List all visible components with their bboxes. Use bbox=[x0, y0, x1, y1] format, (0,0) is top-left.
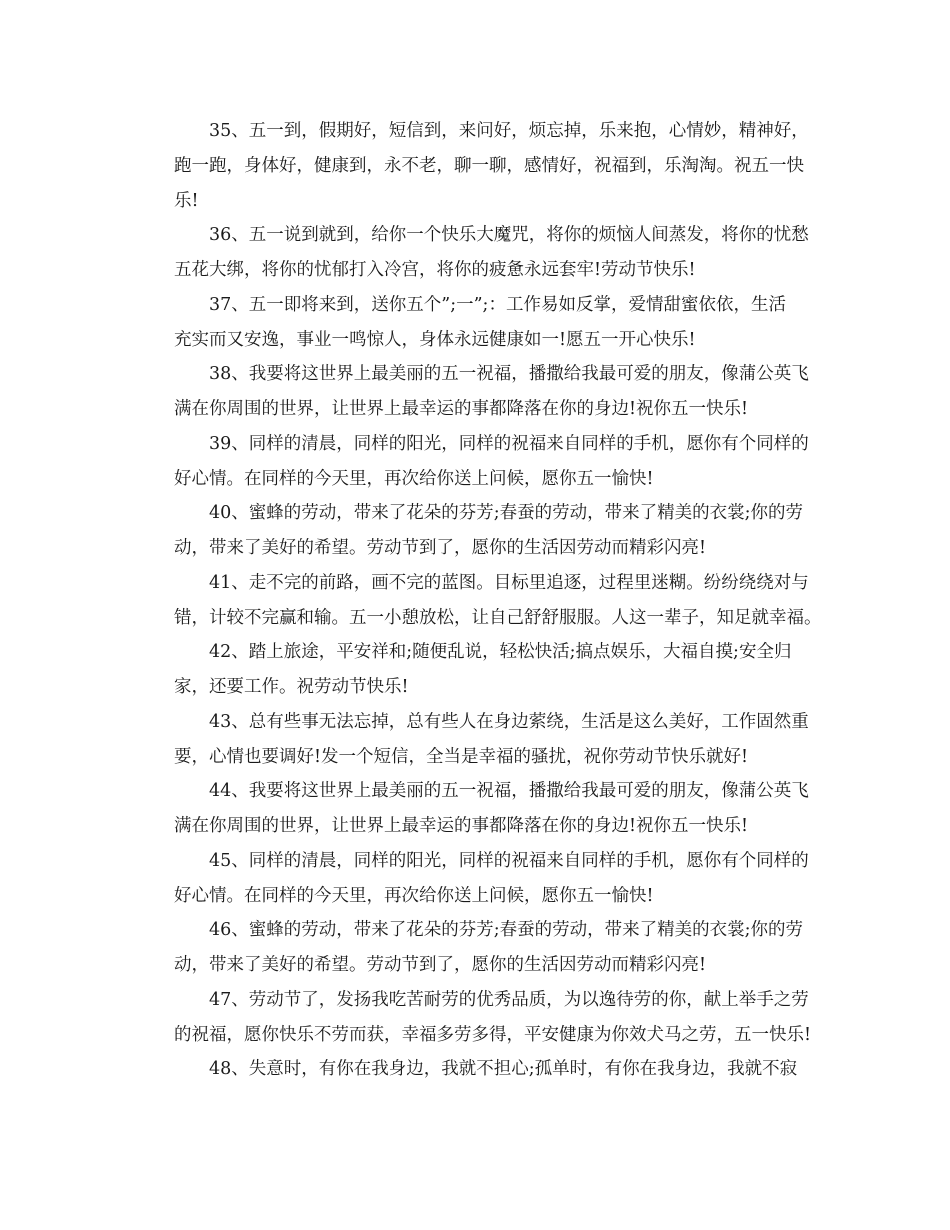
text-line-content: 错，计较不完赢和输。五一小憩放松，让自己舒舒服服。人这一辈子，知足就幸福。 bbox=[174, 607, 822, 628]
text-line bbox=[139, 1052, 819, 1087]
text-line-content: 35、五一到，假期好，短信到，来问好，烦忘掉，乐来抱，心情妙，精神好， bbox=[209, 121, 809, 141]
text-line-content: 36、五一说到就到，给你一个快乐大魔咒，将你的烦恼人间蒸发，将你的忧愁 bbox=[209, 225, 809, 246]
text-line bbox=[139, 948, 819, 983]
text-line-content: 42、踏上旅途，平安祥和;随便乱说，轻松快活;搞点娱乐，大福自摸;安全归 bbox=[209, 642, 792, 663]
text-line-content: 38、我要将这世界上最美丽的五一祝福，播撒给我最可爱的朋友，像蒲公英飞 bbox=[209, 364, 809, 385]
paragraph bbox=[139, 357, 819, 427]
text-line bbox=[139, 774, 819, 809]
paragraph bbox=[139, 983, 819, 1053]
text-line-content: 的祝福，愿你快乐不劳而获，幸福多劳多得，平安健康为你效犬马之劳，五一快乐! bbox=[174, 1024, 812, 1045]
text-line-content: 动，带来了美好的希望。劳动节到了，愿你的生活因劳动而精彩闪亮! bbox=[174, 955, 707, 975]
text-line-content: 家，还要工作。祝劳动节快乐! bbox=[174, 677, 409, 697]
paragraph bbox=[139, 427, 819, 497]
document-page bbox=[139, 114, 822, 1087]
text-line-content: 满在你周围的世界，让世界上最幸运的事都降落在你的身边!祝你五一快乐! bbox=[174, 816, 749, 836]
text-line bbox=[139, 635, 819, 670]
text-line bbox=[139, 218, 819, 253]
text-line-content: 45、同样的清晨，同样的阳光，同样的祝福来自同样的手机，愿你有个同样的 bbox=[209, 850, 809, 871]
text-line-content: 乐! bbox=[174, 190, 199, 211]
text-line bbox=[139, 149, 819, 184]
text-line-content: 47、劳动节了，发扬我吃苦耐劳的优秀品质，为以逸待劳的你，献上举手之劳 bbox=[209, 989, 809, 1010]
text-line bbox=[139, 705, 819, 740]
text-line-content: 40、蜜蜂的劳动，带来了花朵的芬芳;春蚕的劳动，带来了精美的衣裳;你的劳 bbox=[209, 503, 804, 524]
text-line-content: 满在你周围的世界，让世界上最幸运的事都降落在你的身边!祝你五一快乐! bbox=[174, 399, 749, 419]
paragraph bbox=[139, 1052, 819, 1087]
text-line bbox=[139, 462, 819, 497]
text-line bbox=[139, 427, 819, 462]
text-line bbox=[139, 184, 819, 219]
text-line bbox=[139, 531, 819, 566]
text-line-content: 充实而又安逸，事业一鸣惊人，身体永远健康如一!愿五一开心快乐! bbox=[174, 329, 696, 350]
paragraph bbox=[139, 774, 819, 844]
text-line-content: 要，心情也要调好!发一个短信，全当是幸福的骚扰，祝你劳动节快乐就好! bbox=[174, 746, 749, 767]
text-line bbox=[139, 670, 819, 705]
paragraph bbox=[139, 635, 819, 705]
text-line bbox=[139, 601, 822, 636]
paragraph bbox=[139, 913, 819, 983]
paragraph bbox=[139, 844, 819, 914]
text-line bbox=[139, 809, 819, 844]
text-line-content: 48、失意时，有你在我身边，我就不担心;孤单时，有你在我身边，我就不寂 bbox=[209, 1059, 798, 1080]
text-line bbox=[139, 357, 819, 392]
text-line bbox=[139, 253, 819, 288]
text-line-content: 43、总有些事无法忘掉，总有些人在身边萦绕，生活是这么美好，工作固然重 bbox=[209, 711, 809, 732]
text-line-content: 46、蜜蜂的劳动，带来了花朵的芬芳;春蚕的劳动，带来了精美的衣裳;你的劳 bbox=[209, 920, 804, 941]
text-line-content: 41、走不完的前路，画不完的蓝图。目标里追逐，过程里迷糊。纷纷绕绕对与 bbox=[209, 572, 809, 593]
text-line bbox=[139, 392, 819, 427]
text-line bbox=[139, 323, 819, 358]
text-line-content: 44、我要将这世界上最美丽的五一祝福，播撒给我最可爱的朋友，像蒲公英飞 bbox=[209, 781, 809, 802]
text-line-content: 39、同样的清晨，同样的阳光，同样的祝福来自同样的手机，愿你有个同样的 bbox=[209, 433, 809, 454]
text-line bbox=[139, 913, 819, 948]
text-line-content: 跑一跑，身体好，健康到，永不老，聊一聊，感情好，祝福到，乐淘淘。祝五一快 bbox=[174, 155, 804, 176]
text-line bbox=[139, 566, 819, 601]
text-line bbox=[139, 1018, 819, 1053]
text-line-content: 好心情。在同样的今天里，再次给你送上问候，愿你五一愉快! bbox=[174, 468, 654, 489]
paragraph bbox=[139, 566, 822, 636]
text-line bbox=[139, 114, 819, 149]
text-line-content: 动，带来了美好的希望。劳动节到了，愿你的生活因劳动而精彩闪亮! bbox=[174, 538, 707, 558]
text-line-content: 五花大绑，将你的忧郁打入冷宫，将你的疲惫永远套牢!劳动节快乐! bbox=[174, 260, 696, 280]
text-line bbox=[139, 740, 819, 775]
text-line bbox=[139, 983, 819, 1018]
text-line-content: 好心情。在同样的今天里，再次给你送上问候，愿你五一愉快! bbox=[174, 885, 654, 906]
text-line-content: 37、五一即将来到，送你五个”;一”;：工作易如反掌，爱情甜蜜依依，生活 bbox=[209, 294, 786, 315]
text-line bbox=[139, 879, 819, 914]
text-line bbox=[139, 496, 819, 531]
paragraph bbox=[139, 496, 819, 566]
text-line bbox=[139, 844, 819, 879]
paragraph bbox=[139, 288, 819, 358]
paragraph bbox=[139, 114, 819, 218]
paragraph bbox=[139, 218, 819, 288]
text-line bbox=[139, 288, 819, 323]
paragraph bbox=[139, 705, 819, 775]
